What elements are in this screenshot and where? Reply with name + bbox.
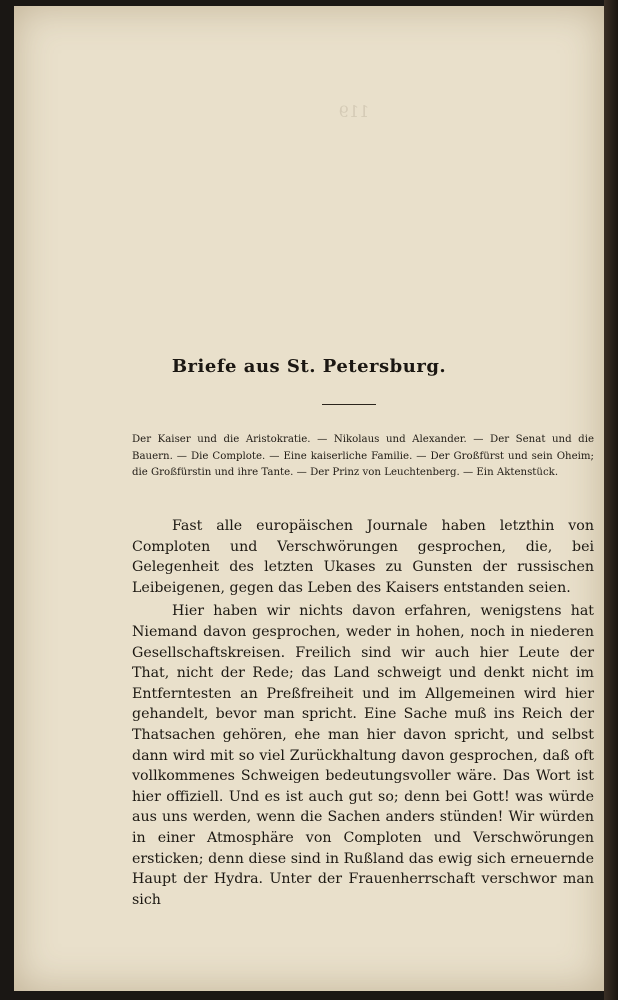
heading-rule <box>322 404 376 405</box>
ghost-page-number: 119 <box>338 102 370 121</box>
paragraph-2: Hier haben wir nichts davon erfahren, wenigstens hat Niemand davon gesprochen, weder in hohen, noch in niederen Gesellschaftskreisen. Freilich sind wir auch hier Leute der That, nicht der Rede; das Land schweigt und denkt nicht im Entferntesten an Preßfreiheit und im Allgemeinen wird hier gehandelt, bevor man spricht. Eine Sache muß ins Reich der Thatsachen gehören, ehe man hier davon spricht, und selbst dann wird mit so viel Zurückhaltung davon gesprochen, daß oft vollkommenes Schweigen bedeutungsvoller wäre. Das Wort ist hier offiziell. Und es ist auch gut so; denn bei Gott! was würde aus uns werden, wenn die Sachen anders stünden! Wir würden in einer Atmosphäre von Comploten und Verschwörungen ersticken; denn diese sind in Rußland das ewig sich erneuernde Haupt der Hydra. Unter der Frauenherrschaft verschwor man sich <box>132 603 594 908</box>
page-edge <box>604 0 618 1000</box>
paragraph-1: Fast alle europäischen Journale haben letzthin von Comploten und Verschwörungen gesprochen, die, bei Gelegenheit des letzten Ukases zu Gunsten der russischen Leibeigenen, gegen das Leben des Kaisers entstanden seien. <box>132 518 594 596</box>
body-text <box>132 516 594 910</box>
bleed-through-text <box>134 101 574 132</box>
chapter-heading: Briefe aus St. Petersburg. <box>171 356 447 377</box>
book-page <box>14 6 604 991</box>
chapter-summary: Der Kaiser und die Aristokratie. — Nikolaus und Alexander. — Der Senat und die Bauern. — Die Complote. — Eine kaiserliche Familie. — Der Großfürst und sein Oheim; die Großfürstin und ihre Tante. — Der Prinz von Leuchtenberg. — Ein Aktenstück. <box>132 434 594 478</box>
